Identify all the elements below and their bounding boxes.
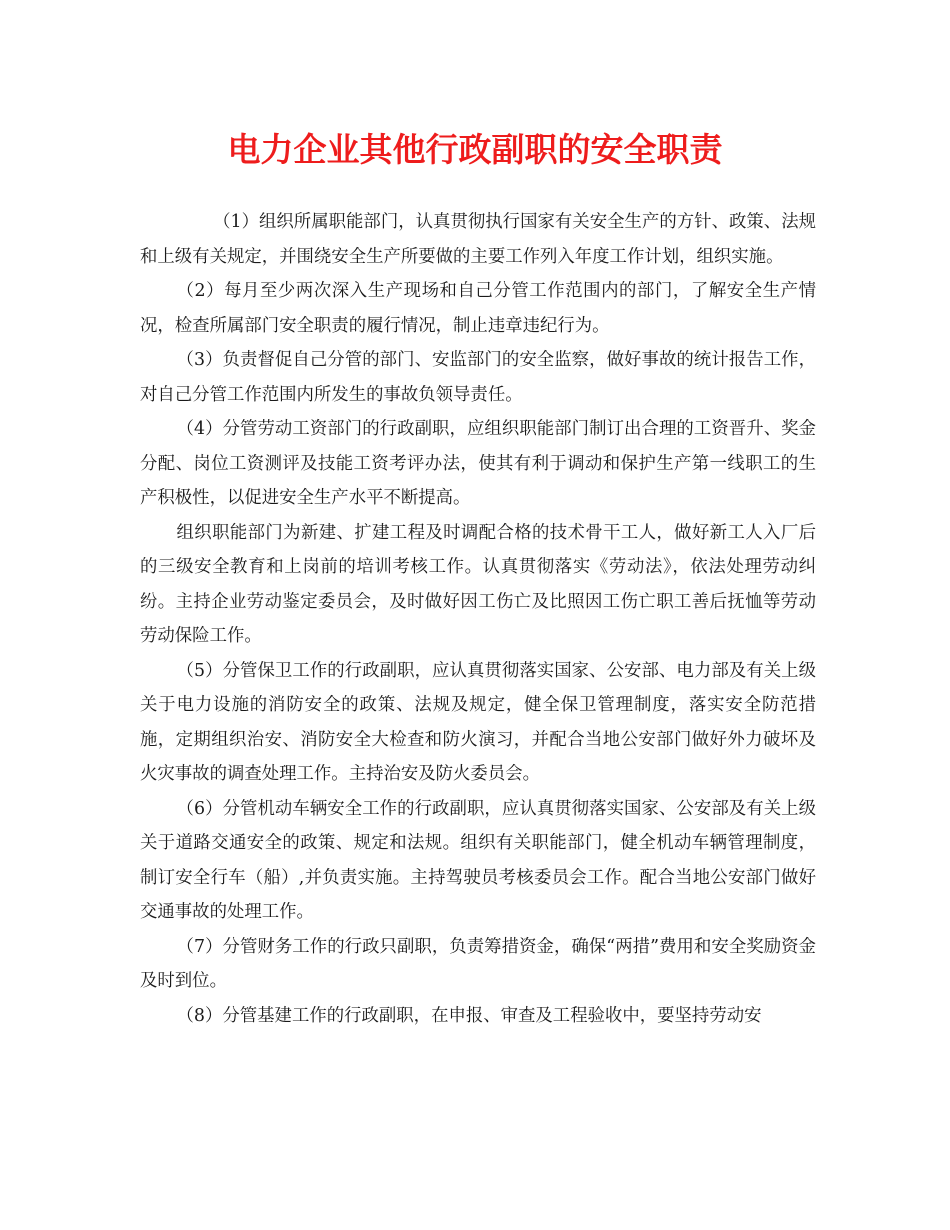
paragraph-1: （1）组织所属职能部门，认真贯彻执行国家有关安全生产的方针、政策、法规和上级有关规定，并围绕安全生产所要做的主要工作列入年度工作计划，组织实施。 [140,212,816,267]
document-body [140,205,816,1033]
paragraph-5: 组织职能部门为新建、扩建工程及时调配合格的技术骨干工人，做好新工人入厂后的三级安全教育和上岗前的培训考核工作。认真贯彻落实《劳动法》，依法处理劳动纠纷。主持企业劳动鉴定委员会，及时做好因工伤亡及比照因工伤亡职工善后抚恤等劳动劳动保险工作。 [140,522,816,646]
paragraph-3: （3）负责督促自己分管的部门、安监部门的安全监察，做好事故的统计报告工作，对自己分管工作范围内所发生的事故负领导责任。 [140,350,816,405]
paragraph-9: （8）分管基建工作的行政副职，在申报、审查及工程验收中，要坚持劳动安 [176,1005,762,1026]
paragraph-7: （6）分管机动车辆安全工作的行政副职，应认真贯彻落实国家、公安部及有关上级关于道路交通安全的政策、规定和法规。组织有关职能部门，健全机动车辆管理制度，制订安全行车（船）,并负责实施。主持驾驶员考核委员会工作。配合当地公安部门做好交通事故的处理工作。 [140,798,816,922]
paragraph-4: （4）分管劳动工资部门的行政副职，应组织职能部门制订出合理的工资晋升、奖金分配、岗位工资测评及技能工资考评办法，使其有利于调动和保护生产第一线职工的生产积极性，以促进安全生产水平不断提高。 [140,419,816,508]
paragraph-8: （7）分管财务工作的行政只副职，负责筹措资金，确保“两措”费用和安全奖励资金及时到位。 [140,936,816,991]
document-title: 电力企业其他行政副职的安全职责 [227,130,723,169]
paragraph-6: （5）分管保卫工作的行政副职，应认真贯彻落实国家、公安部、电力部及有关上级关于电力设施的消防安全的政策、法规及规定，健全保卫管理制度，落实安全防范措施，定期组织治安、消防安全大检查和防火演习，并配合当地公安部门做好外力破坏及火灾事故的调查处理工作。主持治安及防火委员会。 [140,660,816,784]
paragraph-2: （2）每月至少两次深入生产现场和自己分管工作范围内的部门，了解安全生产情况，检查所属部门安全职责的履行情况，制止违章违纪行为。 [140,281,816,336]
